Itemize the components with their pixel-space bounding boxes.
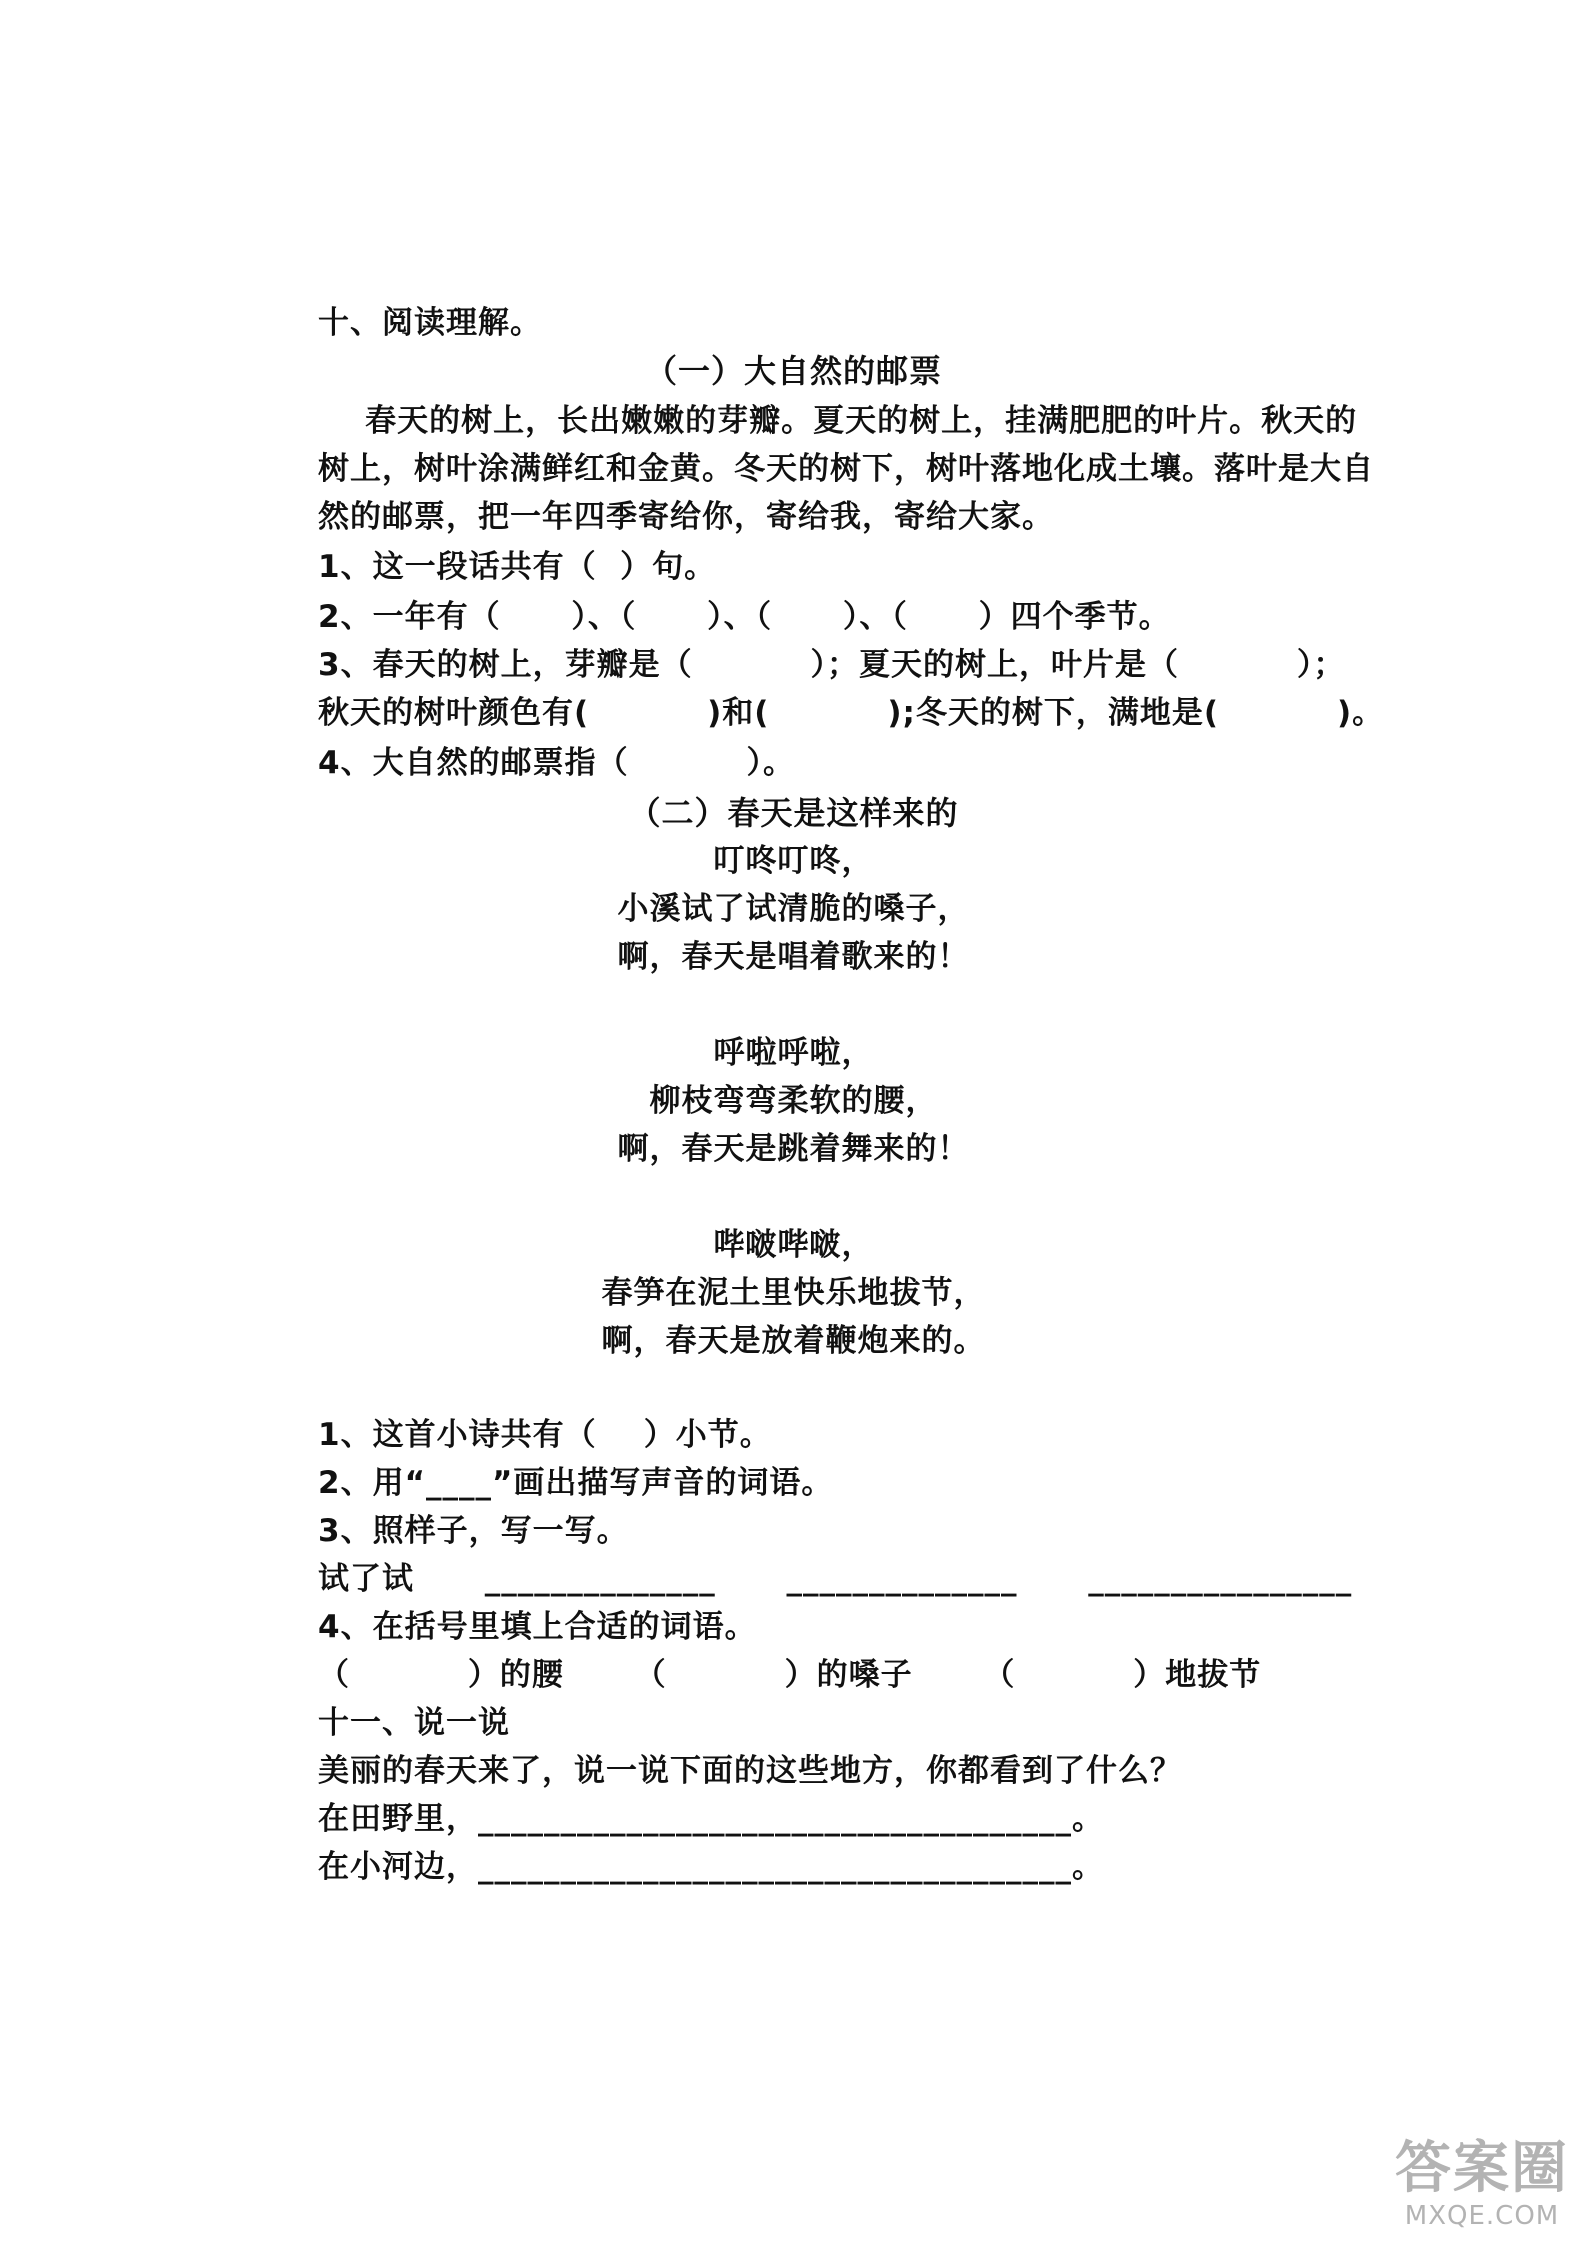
passage-1-line-3: 然的邮票，把一年四季寄给你，寄给我，寄给大家。 [318,499,1054,535]
poem-stanza-3-line-1: 哔啵哔啵， [713,1227,874,1263]
poem-stanza-2-line-1: 呼啦呼啦， [713,1035,874,1071]
section-11-line-river: 在小河边，____________________________________。 [318,1849,1104,1885]
poem-stanza-3-line-3: 啊，春天是放着鞭炮来的。 [601,1323,986,1359]
poem-question-1: 1、这首小诗共有（ ）小节。 [318,1417,772,1453]
poem-stanza-1-line-1: 叮咚叮咚， [713,843,874,879]
poem-question-3: 3、照样子，写一写。 [318,1513,629,1549]
watermark-url: MXQE.COM [1404,2201,1560,2231]
section-10-heading: 十、阅读理解。 [318,305,542,341]
watermark [1395,2137,1569,2231]
passage-1-question-3b: 秋天的树叶颜色有( )和( );冬天的树下，满地是( )。 [318,695,1385,731]
watermark-logo: 答案圈 [1395,2136,1569,2201]
poem-title: （二）春天是这样来的 [628,794,959,832]
poem-question-4-blanks: （ ）的腰 （ ）的嗓子 （ ）地拔节 [318,1657,1262,1693]
passage-1-question-2: 2、一年有（ ）、（ ）、（ ）、（ ）四个季节。 [318,599,1171,635]
passage-1-question-3a: 3、春天的树上，芽瓣是（ ）；夏天的树上，叶片是（ ）； [318,647,1346,683]
passage-1-line-1: 春天的树上，长出嫩嫩的芽瓣。夏天的树上，挂满肥肥的叶片。秋天的 [318,403,1358,439]
passage-1-line-2: 树上，树叶涂满鲜红和金黄。冬天的树下，树叶落地化成土壤。落叶是大自 [318,451,1374,487]
poem-stanza-1-line-2: 小溪试了试清脆的嗓子， [617,891,970,927]
passage-1-question-1: 1、这一段话共有（ ）句。 [318,549,717,585]
poem-stanza-1-line-3: 啊，春天是唱着歌来的！ [617,939,970,975]
passage-1-title: （一）大自然的邮票 [644,352,942,390]
poem-question-4: 4、在括号里填上合适的词语。 [318,1609,757,1645]
section-11-prompt: 美丽的春天来了，说一说下面的这些地方，你都看到了什么？ [318,1753,1182,1789]
section-11-heading: 十一、说一说 [318,1705,510,1741]
passage-1-question-4: 4、大自然的邮票指（ ）。 [318,745,795,781]
poem-question-2: 2、用“____”画出描写声音的词语。 [318,1465,834,1501]
poem-stanza-2-line-2: 柳枝弯弯柔软的腰， [649,1083,938,1119]
poem-stanza-2-line-3: 啊，春天是跳着舞来的！ [617,1131,970,1167]
poem-question-3-example: 试了试 ______________ ______________ ________________ [318,1561,1353,1597]
poem-stanza-3-line-2: 春笋在泥土里快乐地拔节， [601,1275,986,1311]
section-11-line-field: 在田野里，____________________________________。 [318,1801,1104,1837]
